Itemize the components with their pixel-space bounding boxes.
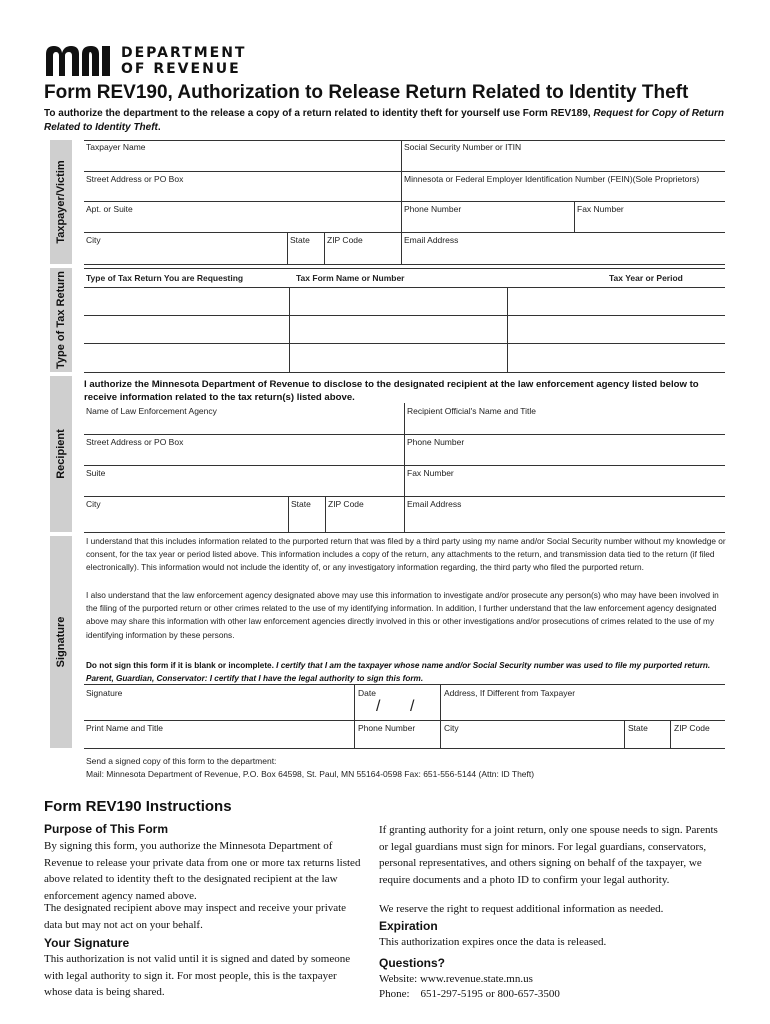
signature-section-bar xyxy=(50,536,72,748)
recipient-section-label: Recipient xyxy=(55,429,67,479)
alt-address-field[interactable]: Address, If Different from Taxpayer xyxy=(444,688,576,698)
return-type-header: Type of Tax Return You are Requesting xyxy=(86,273,244,283)
signer-phone-field[interactable]: Phone Number xyxy=(358,723,416,733)
certification-text: Do not sign this form if it is blank or incomplete. I certify that I am the taxpayer whose name and/or Social Security number was used to file my purported return. Parent, Guardian, Conservator: I certify that I have the legal authority to sign this form. xyxy=(86,661,711,683)
mn-logo-icon xyxy=(44,42,114,78)
tax-return-row[interactable] xyxy=(84,315,725,316)
divider xyxy=(401,140,402,264)
taxpayer-fax-field[interactable]: Fax Number xyxy=(577,204,624,214)
divider xyxy=(84,140,725,141)
divider xyxy=(324,232,325,264)
mail-fax-address: Mail: Minnesota Department of Revenue, P.O. Box 64598, St. Paul, MN 55164-0598 Fax: 651-556-5144 (Attn: ID Theft) xyxy=(86,769,535,779)
divider xyxy=(440,684,441,748)
taxpayer-fein-field[interactable]: Minnesota or Federal Employer Identification Number (FEIN)(Sole Proprietors) xyxy=(404,174,700,184)
reserve-paragraph: We reserve the right to request additional information as needed. xyxy=(379,903,664,915)
signature-paragraph: This authorization is not valid until it is signed and dated by someone with legal authority to sign it. For most people, this is the taxpayer whose data is being shared. xyxy=(44,953,351,998)
recipient-fax-field[interactable]: Fax Number xyxy=(407,468,454,478)
signer-city-field[interactable]: City xyxy=(444,723,459,733)
tax-return-section-bar xyxy=(50,268,72,372)
form-title: Form REV190, Authorization to Release Return Related to Identity Theft xyxy=(44,82,689,103)
divider xyxy=(507,287,508,372)
divider xyxy=(84,720,725,721)
recipient-state-field[interactable]: State xyxy=(291,499,311,509)
recipient-section-bar xyxy=(50,376,72,532)
taxpayer-email-field[interactable]: Email Address xyxy=(404,235,459,245)
joint-return-paragraph: If granting authority for a joint return, only one spouse needs to sign. Parents or legal guardians must sign for minors. For legal guardians, conservators, personal representatives, and others signing on behalf of the taxpayer, we require documents and a photo ID to confirm your legal authority. xyxy=(379,824,718,886)
date-field[interactable]: Date xyxy=(358,688,376,698)
date-separator-icon: / xyxy=(410,698,415,715)
questions-heading: Questions? xyxy=(379,956,446,970)
divider xyxy=(288,496,289,532)
taxpayer-phone-field[interactable]: Phone Number xyxy=(404,204,462,214)
taxpayer-section-label: Taxpayer/Victim xyxy=(55,160,67,244)
signature-section-label: Signature xyxy=(55,616,67,668)
instructions-title: Form REV190 Instructions xyxy=(44,798,232,815)
send-instruction: Send a signed copy of this form to the department: xyxy=(86,756,277,766)
tax-year-header: Tax Year or Period xyxy=(609,273,683,283)
form-name-header: Tax Form Name or Number xyxy=(296,273,405,283)
divider xyxy=(84,532,725,533)
divider xyxy=(84,268,725,269)
divider xyxy=(84,264,725,265)
tax-return-row[interactable] xyxy=(84,372,725,373)
recipient-phone-field[interactable]: Phone Number xyxy=(407,437,465,447)
department-logo-text: DEPARTMENT OF REVENUE xyxy=(121,45,247,77)
taxpayer-zip-field[interactable]: ZIP Code xyxy=(327,235,363,245)
tax-return-row[interactable] xyxy=(84,343,725,344)
phone-contact: Phone: 651-297-5195 or 800-657-3500 xyxy=(379,988,560,1000)
recipient-city-field[interactable]: City xyxy=(86,499,101,509)
recipient-street-field[interactable]: Street Address or PO Box xyxy=(86,437,184,447)
divider xyxy=(84,465,725,466)
taxpayer-city-field[interactable]: City xyxy=(86,235,101,245)
taxpayer-apt-field[interactable]: Apt. or Suite xyxy=(86,204,133,214)
signature-heading: Your Signature xyxy=(44,936,130,950)
divider xyxy=(84,434,725,435)
divider xyxy=(84,748,725,749)
divider xyxy=(404,403,405,532)
divider xyxy=(287,232,288,264)
taxpayer-state-field[interactable]: State xyxy=(290,235,310,245)
recipient-agency-field[interactable]: Name of Law Enforcement Agency xyxy=(86,406,217,416)
purpose-paragraph-1: By signing this form, you authorize the Minnesota Department of Revenue to release your private data from one or more tax returns listed above related to identity theft to the designated recipient at the law enforcement agency named above. xyxy=(44,840,361,902)
signer-zip-field[interactable]: ZIP Code xyxy=(674,723,710,733)
signer-state-field[interactable]: State xyxy=(628,723,648,733)
expiration-paragraph: This authorization expires once the data is released. xyxy=(379,936,607,948)
recipient-zip-field[interactable]: ZIP Code xyxy=(328,499,364,509)
expiration-heading: Expiration xyxy=(379,919,438,933)
recipient-suite-field[interactable]: Suite xyxy=(86,468,106,478)
divider xyxy=(84,232,725,233)
taxpayer-street-field[interactable]: Street Address or PO Box xyxy=(86,174,184,184)
tax-return-section-label: Type of Tax Return xyxy=(55,271,67,369)
divider xyxy=(84,496,725,497)
divider xyxy=(624,720,625,748)
understanding-paragraph-1: I understand that this includes information related to the purported return that was filed by a third party using my name and/or Social Security number without my knowledge or consent, for the tax year or period listed above. This information includes a copy of the return, any attachments to the return, and transmission data tied to the return (if filed electronically). This information would not include the identity of, or any investigatory information regarding, the third party who filed the purported return. xyxy=(86,536,726,573)
divider xyxy=(574,201,575,232)
taxpayer-name-field[interactable]: Taxpayer Name xyxy=(86,142,146,152)
divider xyxy=(84,684,725,685)
date-separator-icon: / xyxy=(376,698,381,715)
authorization-statement: I authorize the Minnesota Department of Revenue to disclose to the designated recipient at the law enforcement agency listed below to receive information related to the tax return(s) listed above. xyxy=(84,379,699,403)
divider xyxy=(354,684,355,748)
signature-field[interactable]: Signature xyxy=(86,688,123,698)
taxpayer-section-bar xyxy=(50,140,72,264)
website-link[interactable]: Website: www.revenue.state.mn.us xyxy=(379,973,533,985)
divider xyxy=(325,496,326,532)
understanding-paragraph-2: I also understand that the law enforcement agency designated above may use this information to investigate and/or prosecute any person(s) who may have been involved in the filing of the purported return or other crimes related to the use of my identifying information. In addition, I further understand that the law enforcement agency designated above may share this information with other law enforcement agencies directly involved in this or other investigations and/or prosecutions of crimes related to the use of my identifying information by these persons. xyxy=(86,590,719,640)
purpose-paragraph-2: The designated recipient above may inspect and receive your private data but may not act on your behalf. xyxy=(44,902,347,931)
print-name-field[interactable]: Print Name and Title xyxy=(86,723,164,733)
taxpayer-ssn-field[interactable]: Social Security Number or ITIN xyxy=(404,142,522,152)
intro-text: To authorize the department to the release a copy of a return related to identity theft for yourself use Form REV189, Request for Copy of Return Related to Identity Theft. xyxy=(44,108,724,133)
divider xyxy=(84,201,725,202)
tax-return-row[interactable] xyxy=(84,287,725,288)
recipient-email-field[interactable]: Email Address xyxy=(407,499,462,509)
purpose-heading: Purpose of This Form xyxy=(44,822,169,836)
divider xyxy=(289,287,290,372)
divider xyxy=(84,171,725,172)
divider xyxy=(670,720,671,748)
recipient-official-field[interactable]: Recipient Official's Name and Title xyxy=(407,406,537,416)
